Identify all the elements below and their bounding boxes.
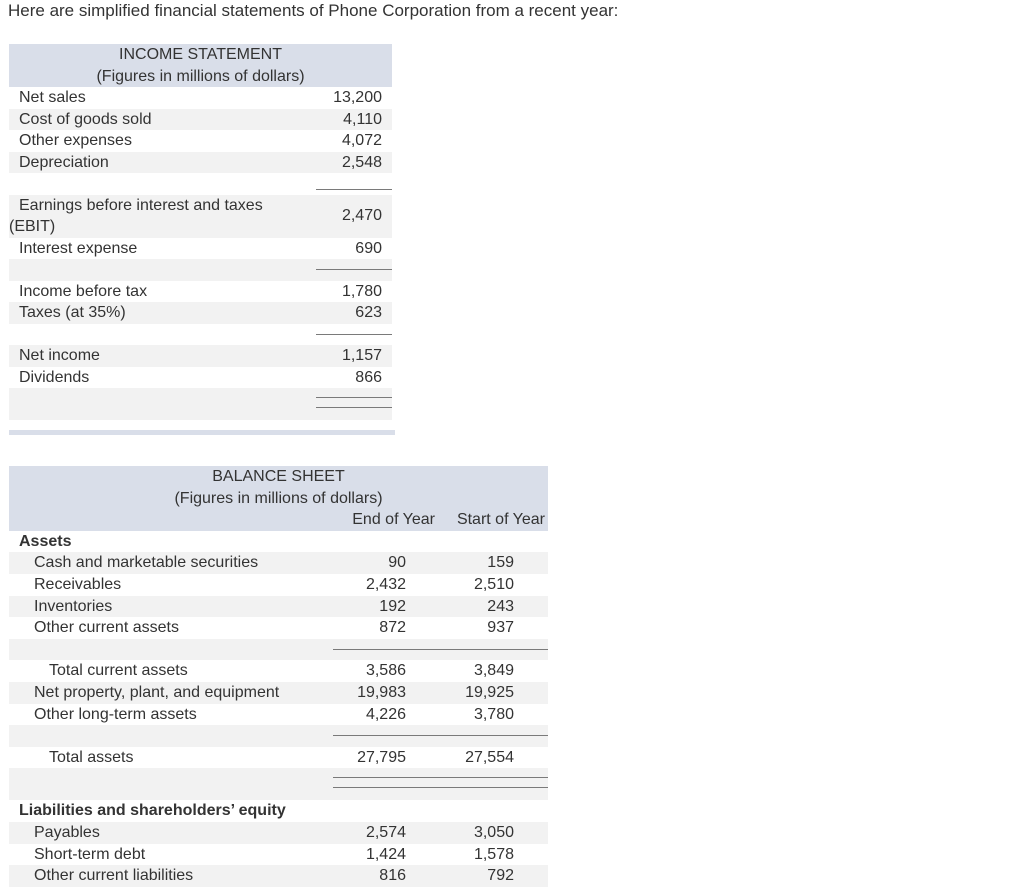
row-label: Net sales <box>19 89 86 106</box>
row-value-start: 1,578 <box>473 845 514 863</box>
row-label: Short-term debt <box>34 845 146 863</box>
intro-text: Here are simplified financial statements of Phone Corporation from a recent year: <box>8 1 619 20</box>
total-double-rule <box>333 787 548 788</box>
row-value-end: 1,424 <box>365 845 406 863</box>
table-row <box>9 152 392 174</box>
table-row <box>9 660 548 682</box>
income-statement-header <box>9 44 392 87</box>
row-value-start: 3,849 <box>473 662 514 680</box>
row-value-end: 816 <box>379 867 406 885</box>
subtotal-rule <box>316 269 392 270</box>
table-row <box>9 87 392 109</box>
row-value-end: 90 <box>388 554 406 572</box>
row-value-start: 3,050 <box>473 823 514 841</box>
row-value-end: 4,226 <box>365 705 406 723</box>
table-row <box>9 302 392 324</box>
row-value: 2,548 <box>341 153 382 171</box>
row-value-start: 937 <box>487 619 514 637</box>
spacer-row <box>9 725 548 747</box>
spacer-row <box>9 768 548 800</box>
table-row <box>9 109 392 131</box>
row-value-end: 3,586 <box>365 662 406 680</box>
total-rule <box>316 397 392 398</box>
row-value-start: 3,780 <box>473 705 514 723</box>
row-label: Interest expense <box>19 239 138 257</box>
row-value: 4,110 <box>343 110 382 128</box>
row-value: 4,072 <box>341 132 382 149</box>
table-row <box>9 822 548 844</box>
row-value-start: 243 <box>487 597 514 615</box>
assets-heading: Assets <box>19 532 72 550</box>
column-header-end: End of Year <box>352 511 435 529</box>
row-label: Earnings before interest and taxes <box>19 196 263 214</box>
table-row <box>9 345 392 367</box>
row-value: 13,200 <box>333 89 382 106</box>
row-value-end: 872 <box>379 619 406 637</box>
section-divider <box>9 430 395 435</box>
table-row <box>9 238 392 260</box>
row-label: Payables <box>34 823 100 841</box>
table-row <box>9 704 548 726</box>
row-value-end: 2,432 <box>365 575 406 593</box>
row-value: 2,470 <box>341 206 382 224</box>
income-statement-subtitle: (Figures in millions of dollars) <box>96 67 305 85</box>
row-label: Receivables <box>34 575 122 593</box>
liabilities-heading: Liabilities and shareholders’ equity <box>19 802 286 820</box>
row-value-start: 2,510 <box>473 575 514 593</box>
spacer-row <box>9 173 392 195</box>
row-value: 690 <box>355 239 382 257</box>
section-heading <box>9 800 548 822</box>
row-label-continued: (EBIT) <box>9 218 56 235</box>
income-statement-table <box>9 44 392 420</box>
table-row <box>9 574 548 596</box>
row-label: Other expenses <box>19 132 132 149</box>
row-value-end: 192 <box>379 597 406 615</box>
row-value-start: 27,554 <box>465 748 514 766</box>
table-row <box>9 552 548 574</box>
subtotal-rule <box>316 189 392 190</box>
table-row <box>9 747 548 769</box>
row-value-end: 19,983 <box>357 683 406 701</box>
column-header-row <box>9 509 548 531</box>
row-label: Total assets <box>49 748 134 766</box>
table-row <box>9 281 392 303</box>
row-value-start: 19,925 <box>465 683 514 701</box>
column-header-start: Start of Year <box>456 511 545 529</box>
row-value: 623 <box>355 304 382 321</box>
table-row <box>9 682 548 704</box>
row-label: Total current assets <box>49 662 188 680</box>
total-rule <box>333 777 548 778</box>
section-heading <box>9 531 548 553</box>
row-value: 866 <box>355 368 382 386</box>
table-row <box>9 367 392 389</box>
spacer-row <box>9 324 392 346</box>
row-label: Inventories <box>34 597 113 615</box>
row-value-start: 792 <box>487 867 514 885</box>
total-double-rule <box>316 407 392 408</box>
row-value-end: 27,795 <box>357 748 406 766</box>
table-row <box>9 865 548 887</box>
balance-sheet-title: BALANCE SHEET <box>212 468 345 485</box>
row-label: Income before tax <box>19 282 148 300</box>
row-label: Net property, plant, and equipment <box>34 683 280 701</box>
table-row <box>9 130 392 152</box>
row-label: Cost of goods sold <box>19 110 152 128</box>
row-label: Net income <box>19 347 100 364</box>
subtotal-rule <box>316 334 392 335</box>
table-row <box>9 596 548 618</box>
row-label: Dividends <box>19 368 90 386</box>
table-row <box>9 617 548 639</box>
balance-sheet-header <box>9 466 548 531</box>
row-value: 1,780 <box>341 282 382 300</box>
row-label: Cash and marketable securities <box>34 554 259 572</box>
subtotal-rule <box>333 735 548 736</box>
balance-sheet-table <box>9 466 548 887</box>
row-label: Depreciation <box>19 153 109 171</box>
spacer-row <box>9 259 392 281</box>
row-label: Taxes (at 35%) <box>19 304 126 321</box>
row-label: Other current assets <box>34 619 179 637</box>
row-value-end: 2,574 <box>365 823 406 841</box>
subtotal-rule <box>333 649 548 650</box>
balance-sheet-subtitle: (Figures in millions of dollars) <box>174 489 383 507</box>
row-value: 1,157 <box>341 347 382 364</box>
spacer-row <box>9 388 392 420</box>
spacer-row <box>9 639 548 661</box>
row-value-start: 159 <box>487 554 514 572</box>
row-label: Other current liabilities <box>34 867 194 885</box>
row-label: Other long-term assets <box>34 705 197 723</box>
table-row <box>9 844 548 866</box>
income-statement-title: INCOME STATEMENT <box>119 46 282 63</box>
table-row <box>9 195 392 238</box>
